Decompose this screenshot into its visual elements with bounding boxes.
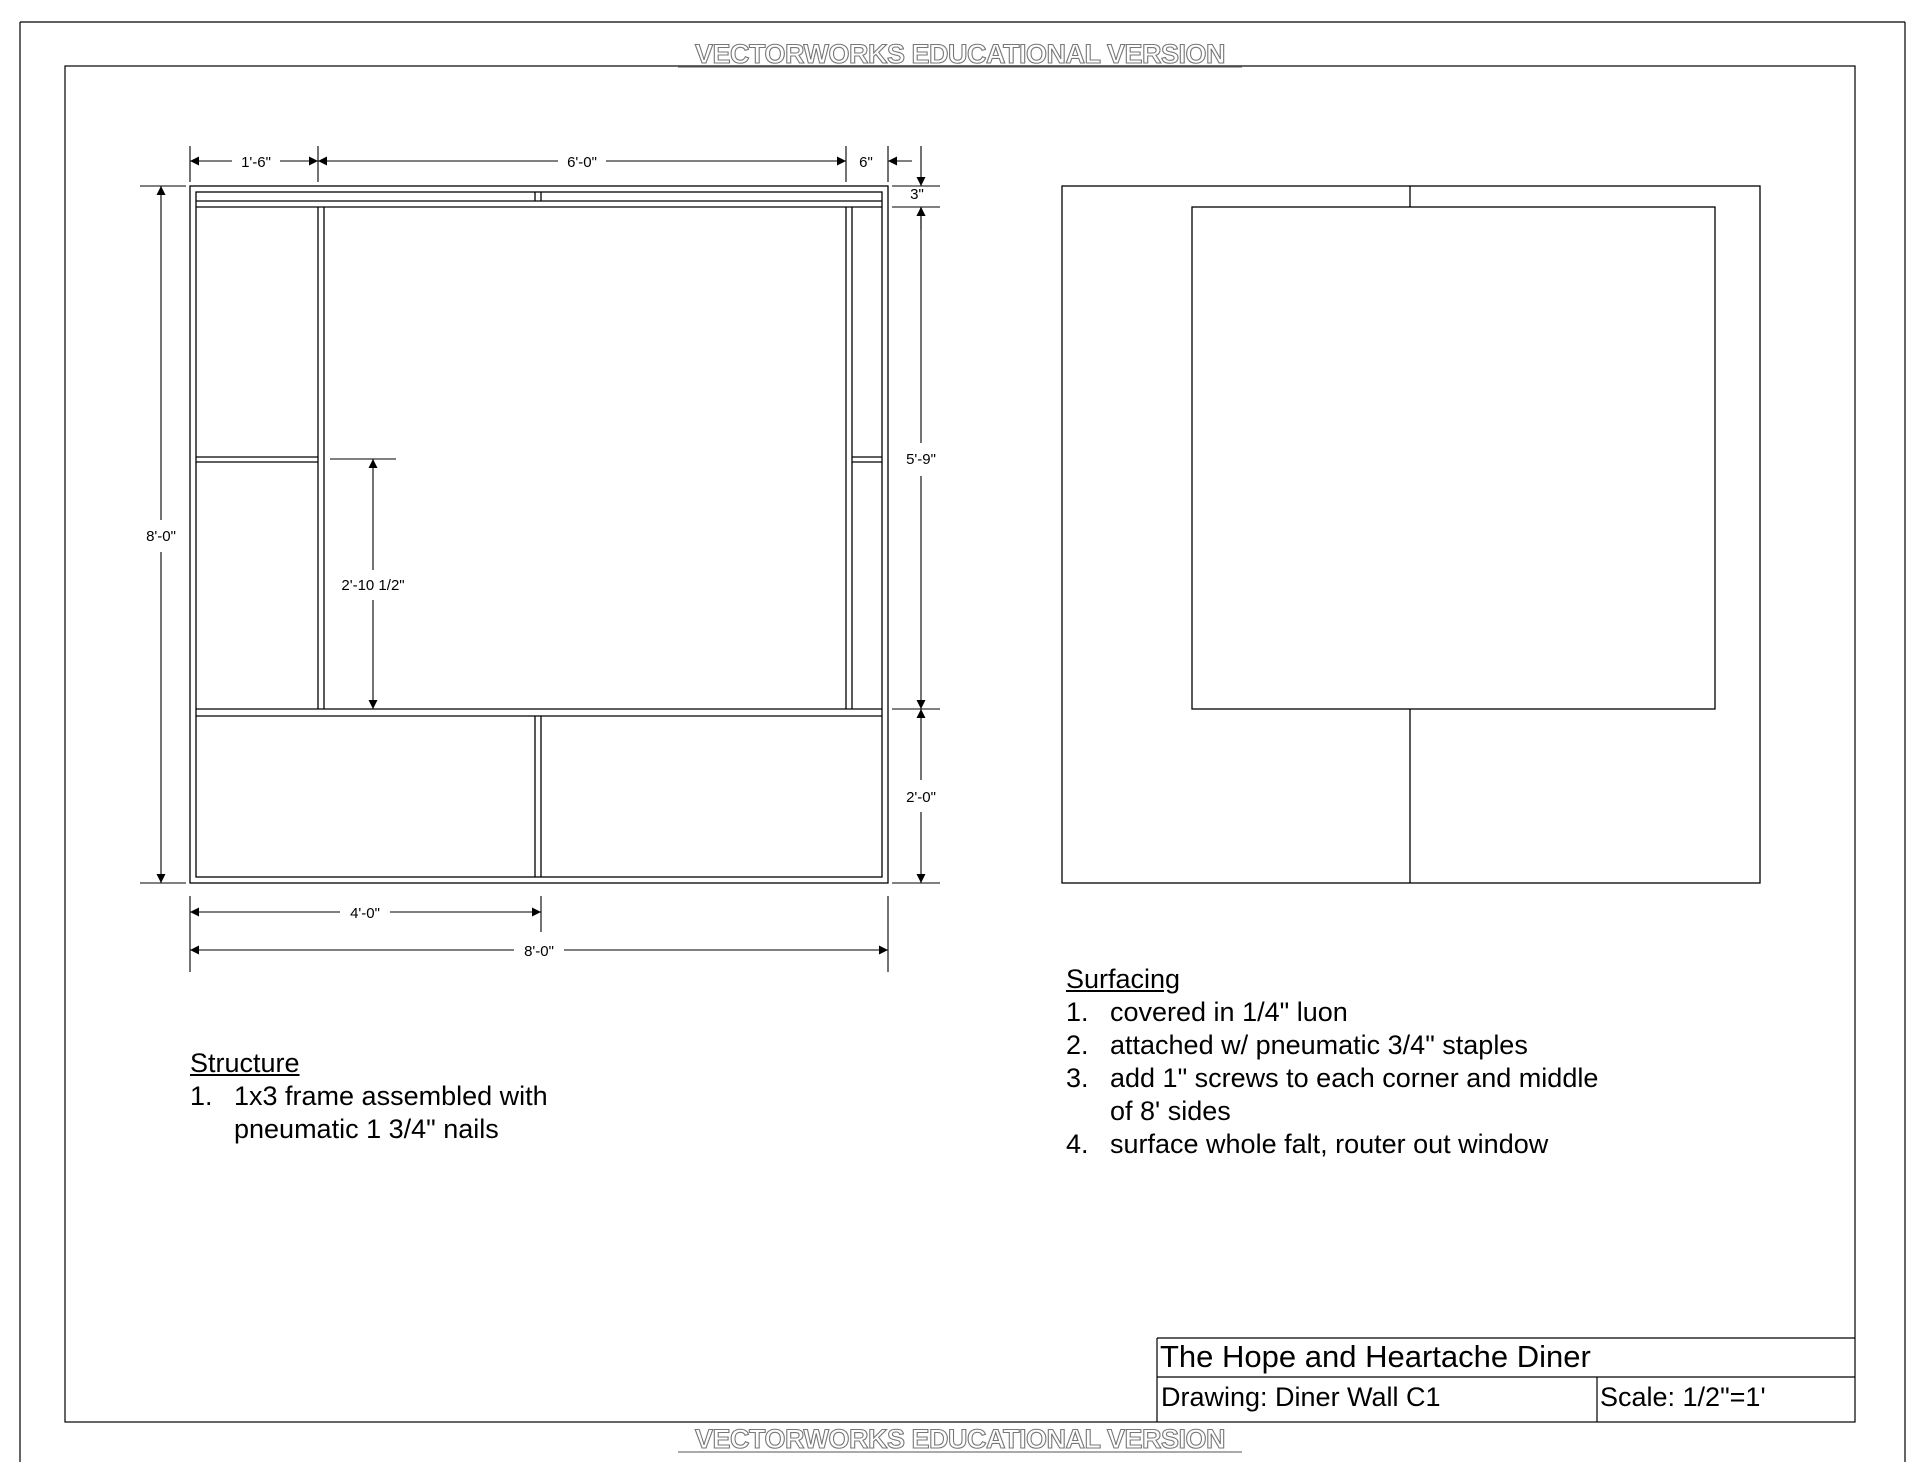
surfacing-panel-outline (1062, 186, 1760, 883)
surfacing-note-item (1066, 1029, 1626, 1062)
dim-left-overall-height: 8'-0" (146, 528, 176, 545)
dim-bottom-half-width: 4'-0" (350, 905, 380, 922)
surfacing-notes (1066, 963, 1626, 1161)
dim-right-lower-height: 2'-0" (906, 789, 936, 806)
framing-dimension-lines (140, 146, 940, 972)
structure-heading: Structure (190, 1048, 300, 1078)
structure-notes (190, 1047, 660, 1146)
dim-bottom-overall-width: 8'-0" (524, 943, 554, 960)
surfacing-note-item (1066, 996, 1626, 1029)
structure-note-number: 1. (190, 1081, 213, 1111)
surfacing-note-text: add 1" screws to each corner and middle of 8' sides (1110, 1063, 1599, 1126)
surfacing-elevation (1062, 186, 1760, 883)
framing-elevation (190, 186, 888, 883)
surfacing-note-number: 4. (1066, 1129, 1089, 1159)
surfacing-note-item (1066, 1062, 1626, 1128)
dim-inner-window: 2'-10 1/2" (341, 577, 405, 594)
dim-right-top-rail: 3" (910, 186, 924, 203)
drawing-label: Drawing: Diner Wall C1 (1161, 1382, 1441, 1412)
window-opening (1192, 207, 1715, 709)
sheet-border (20, 22, 1905, 1462)
watermark-top: VECTORWORKS EDUCATIONAL VERSION (694, 39, 1226, 69)
surfacing-heading: Surfacing (1066, 964, 1181, 994)
surfacing-note-text: surface whole falt, router out window (1110, 1129, 1549, 1159)
watermark-bottom: VECTORWORKS EDUCATIONAL VERSION (694, 1424, 1226, 1454)
dim-top-middle-width: 6'-0" (567, 154, 597, 171)
structure-note-item (190, 1080, 660, 1146)
surfacing-note-number: 3. (1066, 1063, 1089, 1093)
surfacing-note-text: attached w/ pneumatic 3/4" staples (1110, 1030, 1528, 1060)
structure-note-text: 1x3 frame assembled with pneumatic 1 3/4" nails (234, 1081, 548, 1144)
surfacing-note-item (1066, 1128, 1626, 1161)
dim-top-right-width: 6" (859, 154, 873, 171)
dim-right-window-height: 5'-9" (906, 451, 936, 468)
surfacing-note-number: 1. (1066, 997, 1089, 1027)
project-title: The Hope and Heartache Diner (1160, 1339, 1591, 1374)
scale-label: Scale: 1/2"=1' (1600, 1382, 1766, 1412)
surfacing-note-number: 2. (1066, 1030, 1089, 1060)
surfacing-note-text: covered in 1/4" luon (1110, 997, 1348, 1027)
dim-top-left-width: 1'-6" (241, 154, 271, 171)
